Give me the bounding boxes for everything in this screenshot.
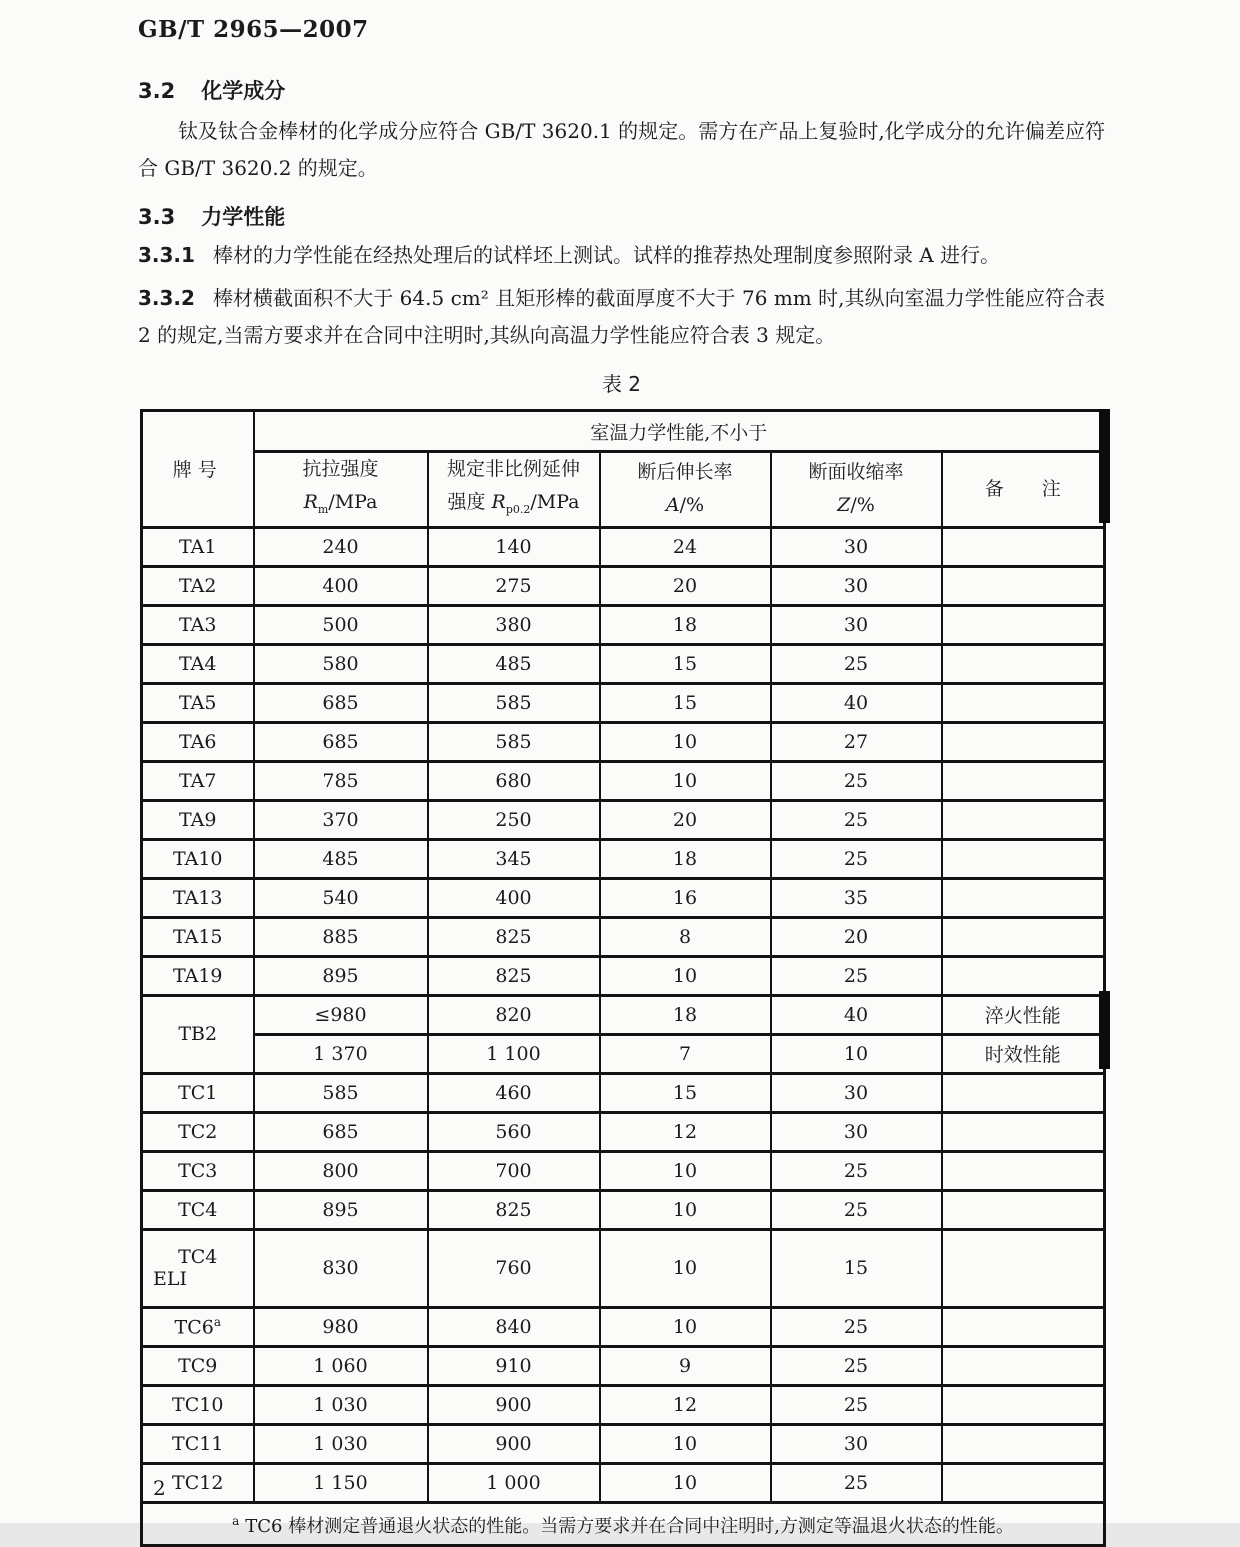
elongation-cell: 10 [600, 1229, 771, 1307]
elongation-cell: 10 [600, 1424, 771, 1463]
table-row [142, 800, 1105, 839]
rp02-cell: 585 [428, 722, 600, 761]
rm-cell: 830 [254, 1229, 428, 1307]
table-caption: 表 2 [601, 372, 642, 396]
clause-number: 3.3.2 [138, 286, 195, 310]
reduction-cell: 25 [771, 1385, 942, 1424]
rm-cell: 685 [254, 683, 428, 722]
rm-cell: 240 [254, 527, 428, 566]
remark-cell [942, 1151, 1105, 1190]
rp02-cell: 1 000 [428, 1463, 600, 1502]
table-row [142, 566, 1105, 605]
remark-cell [942, 1424, 1105, 1463]
grade-cell: TC9 [142, 1346, 254, 1385]
grade-cell: TA10 [142, 839, 254, 878]
remark-cell [942, 527, 1105, 566]
rm-cell: 540 [254, 878, 428, 917]
rm-cell: 1 150 [254, 1463, 428, 1502]
clause-text: 棒材横截面积不大于 64.5 cm² 且矩形棒的截面厚度不大于 76 mm 时,其纵向室温力学性能应符合表 2 的规定,当需方要求并在合同中注明时,其纵向高温力学性能应符合表 3 规定。 [138, 286, 1105, 347]
remark-cell: 时效性能 [942, 1034, 1105, 1073]
reduction-cell: 25 [771, 1463, 942, 1502]
remark-cell [942, 1307, 1105, 1346]
section-number: 3.2 [138, 79, 176, 103]
rm-cell: 500 [254, 605, 428, 644]
table-row [142, 1190, 1105, 1229]
header-row-span [142, 411, 1105, 452]
grade-cell: TC2 [142, 1112, 254, 1151]
footnote-row [142, 1502, 1105, 1545]
elongation-cell: 18 [600, 995, 771, 1034]
grade-cell: TC1 [142, 1073, 254, 1112]
remark-cell [942, 1229, 1105, 1307]
section-heading-3-2 [138, 75, 1105, 105]
grade-cell: TC12 [142, 1463, 254, 1502]
reduction-cell: 30 [771, 1424, 942, 1463]
table-row [142, 683, 1105, 722]
header-tensile-strength: 抗拉强度 $R_m$/MPa [254, 452, 428, 528]
remark-cell [942, 761, 1105, 800]
rm-cell: 685 [254, 722, 428, 761]
rm-cell: 1 370 [254, 1034, 428, 1073]
table-row [142, 527, 1105, 566]
reduction-cell: 25 [771, 839, 942, 878]
rm-cell: 1 030 [254, 1385, 428, 1424]
mechanical-properties-table [140, 409, 1106, 1547]
rp02-cell: 825 [428, 917, 600, 956]
elongation-cell: 20 [600, 800, 771, 839]
remark-cell [942, 1112, 1105, 1151]
rp02-cell: 1 100 [428, 1034, 600, 1073]
table-row [142, 839, 1105, 878]
rm-cell: 580 [254, 644, 428, 683]
grade-cell: TA5 [142, 683, 254, 722]
elongation-cell: 12 [600, 1385, 771, 1424]
rm-cell: 370 [254, 800, 428, 839]
rm-cell: ≤980 [254, 995, 428, 1034]
rm-cell: 400 [254, 566, 428, 605]
rm-cell: 895 [254, 1190, 428, 1229]
section-title: 力学性能 [201, 205, 286, 229]
remark-cell: 淬火性能 [942, 995, 1105, 1034]
clause-3-3-2 [138, 280, 1105, 354]
grade-cell: TA1 [142, 527, 254, 566]
grade-cell: TC11 [142, 1424, 254, 1463]
reduction-cell: 15 [771, 1229, 942, 1307]
elongation-cell: 12 [600, 1112, 771, 1151]
grade-cell: TA19 [142, 956, 254, 995]
elongation-cell: 10 [600, 1190, 771, 1229]
rm-cell: 785 [254, 761, 428, 800]
elongation-cell: 16 [600, 878, 771, 917]
rp02-cell: 900 [428, 1385, 600, 1424]
clause-text: 棒材的力学性能在经热处理后的试样坯上测试。试样的推荐热处理制度参照附录 A 进行。 [212, 243, 1001, 267]
rp02-cell: 275 [428, 566, 600, 605]
grade-cell: TA6 [142, 722, 254, 761]
remark-cell [942, 605, 1105, 644]
table-row [142, 917, 1105, 956]
table-row [142, 1151, 1105, 1190]
paragraph-3-2: 钛及钛合金棒材的化学成分应符合 GB/T 3620.1 的规定。需方在产品上复验时,化学成分的允许偏差应符合 GB/T 3620.2 的规定。 [138, 119, 1105, 180]
reduction-cell: 30 [771, 527, 942, 566]
table-2-wrapper [140, 409, 1103, 1547]
table-row [142, 1385, 1105, 1424]
grade-cell: TC6$^a$ [142, 1307, 254, 1346]
elongation-cell: 15 [600, 1073, 771, 1112]
remark-cell [942, 1073, 1105, 1112]
grade-cell: TB2 [142, 995, 254, 1073]
rm-cell: 1 030 [254, 1424, 428, 1463]
rm-cell: 685 [254, 1112, 428, 1151]
grade-cell: TC4 [142, 1190, 254, 1229]
clause-number: 3.3.1 [138, 243, 195, 267]
grade-cell: TA2 [142, 566, 254, 605]
reduction-cell: 25 [771, 761, 942, 800]
remark-cell [942, 1385, 1105, 1424]
grade-cell: TA3 [142, 605, 254, 644]
remark-cell [942, 1463, 1105, 1502]
rp02-cell: 345 [428, 839, 600, 878]
elongation-cell: 24 [600, 527, 771, 566]
remark-cell [942, 644, 1105, 683]
table-row [142, 644, 1105, 683]
grade-cell: TA4 [142, 644, 254, 683]
remark-cell [942, 956, 1105, 995]
grade-cell: TA13 [142, 878, 254, 917]
rm-cell: 1 060 [254, 1346, 428, 1385]
section-number: 3.3 [138, 205, 176, 229]
elongation-cell: 10 [600, 1151, 771, 1190]
rp02-cell: 585 [428, 683, 600, 722]
reduction-cell: 40 [771, 683, 942, 722]
table-row [142, 878, 1105, 917]
reduction-cell: 30 [771, 1073, 942, 1112]
reduction-cell: 40 [771, 995, 942, 1034]
clause-3-3-1 [138, 237, 1105, 274]
reduction-cell: 10 [771, 1034, 942, 1073]
elongation-cell: 7 [600, 1034, 771, 1073]
doc-number: GB/T 2965—2007 [138, 16, 369, 43]
rp02-cell: 700 [428, 1151, 600, 1190]
reduction-cell: 30 [771, 566, 942, 605]
rp02-cell: 380 [428, 605, 600, 644]
reduction-cell: 25 [771, 1346, 942, 1385]
elongation-cell: 20 [600, 566, 771, 605]
reduction-cell: 35 [771, 878, 942, 917]
rp02-cell: 910 [428, 1346, 600, 1385]
table-row [142, 761, 1105, 800]
grade-cell: TA7 [142, 761, 254, 800]
grade-cell: TC4 ELI [142, 1229, 254, 1307]
header-row-columns [142, 452, 1105, 528]
rm-cell: 895 [254, 956, 428, 995]
reduction-cell: 25 [771, 1307, 942, 1346]
footnote-text: TC6 棒材测定普通退火状态的性能。当需方要求并在合同中注明时,方测定等温退火状态的性能。 [245, 1515, 1014, 1537]
reduction-cell: 25 [771, 1190, 942, 1229]
grade-cell: TA9 [142, 800, 254, 839]
rm-cell: 800 [254, 1151, 428, 1190]
table-row [142, 722, 1105, 761]
remark-cell [942, 683, 1105, 722]
elongation-cell: 10 [600, 1307, 771, 1346]
rp02-cell: 760 [428, 1229, 600, 1307]
elongation-cell: 10 [600, 956, 771, 995]
section-heading-3-3 [138, 201, 1105, 231]
rp02-cell: 485 [428, 644, 600, 683]
grade-cell: TC10 [142, 1385, 254, 1424]
remark-cell [942, 722, 1105, 761]
reduction-cell: 20 [771, 917, 942, 956]
table-row [142, 1463, 1105, 1502]
header-elongation: 断后伸长率 A/% [600, 452, 771, 528]
reduction-cell: 25 [771, 1151, 942, 1190]
elongation-cell: 15 [600, 644, 771, 683]
rp02-cell: 680 [428, 761, 600, 800]
elongation-cell: 10 [600, 1463, 771, 1502]
page-number: 2 [153, 1476, 166, 1500]
elongation-cell: 10 [600, 722, 771, 761]
rp02-cell: 560 [428, 1112, 600, 1151]
table-row [142, 1112, 1105, 1151]
header-remark: 备 注 [942, 452, 1105, 528]
table-row [142, 1034, 1105, 1073]
table-row [142, 605, 1105, 644]
rp02-cell: 840 [428, 1307, 600, 1346]
remark-cell [942, 566, 1105, 605]
rp02-cell: 825 [428, 1190, 600, 1229]
elongation-cell: 10 [600, 761, 771, 800]
header-proof-strength: 规定非比例延伸 强度 $R_{p0.2}$/MPa [428, 452, 600, 528]
grade-cell: TA15 [142, 917, 254, 956]
reduction-cell: 25 [771, 644, 942, 683]
rp02-cell: 140 [428, 527, 600, 566]
rp02-cell: 250 [428, 800, 600, 839]
table-row [142, 1307, 1105, 1346]
remark-cell [942, 1346, 1105, 1385]
table-row [142, 1229, 1105, 1307]
rp02-cell: 820 [428, 995, 600, 1034]
header-grade: 牌号 [142, 411, 254, 528]
remark-cell [942, 1190, 1105, 1229]
section-title: 化学成分 [201, 79, 286, 103]
table-row [142, 995, 1105, 1034]
elongation-cell: 18 [600, 839, 771, 878]
remark-cell [942, 878, 1105, 917]
table-row [142, 1073, 1105, 1112]
scan-artifact-bar [1099, 991, 1110, 1069]
reduction-cell: 30 [771, 605, 942, 644]
rp02-cell: 400 [428, 878, 600, 917]
reduction-cell: 25 [771, 956, 942, 995]
remark-cell [942, 917, 1105, 956]
remark-cell [942, 839, 1105, 878]
elongation-cell: 15 [600, 683, 771, 722]
reduction-cell: 25 [771, 800, 942, 839]
elongation-cell: 9 [600, 1346, 771, 1385]
elongation-cell: 18 [600, 605, 771, 644]
rp02-cell: 825 [428, 956, 600, 995]
rp02-cell: 460 [428, 1073, 600, 1112]
table-row [142, 956, 1105, 995]
elongation-cell: 8 [600, 917, 771, 956]
table-row [142, 1424, 1105, 1463]
table-row [142, 1346, 1105, 1385]
table-footnote [142, 1502, 1105, 1545]
reduction-cell: 30 [771, 1112, 942, 1151]
rp02-cell: 900 [428, 1424, 600, 1463]
rm-cell: 585 [254, 1073, 428, 1112]
rm-cell: 485 [254, 839, 428, 878]
rm-cell: 980 [254, 1307, 428, 1346]
reduction-cell: 27 [771, 722, 942, 761]
rm-cell: 885 [254, 917, 428, 956]
remark-cell [942, 800, 1105, 839]
footnote-marker: a [232, 1513, 240, 1528]
header-reduction-of-area: 断面收缩率 Z/% [771, 452, 942, 528]
grade-cell: TC3 [142, 1151, 254, 1190]
scan-artifact-bar [1099, 409, 1110, 523]
header-room-temp-span: 室温力学性能,不小于 [254, 411, 1105, 452]
